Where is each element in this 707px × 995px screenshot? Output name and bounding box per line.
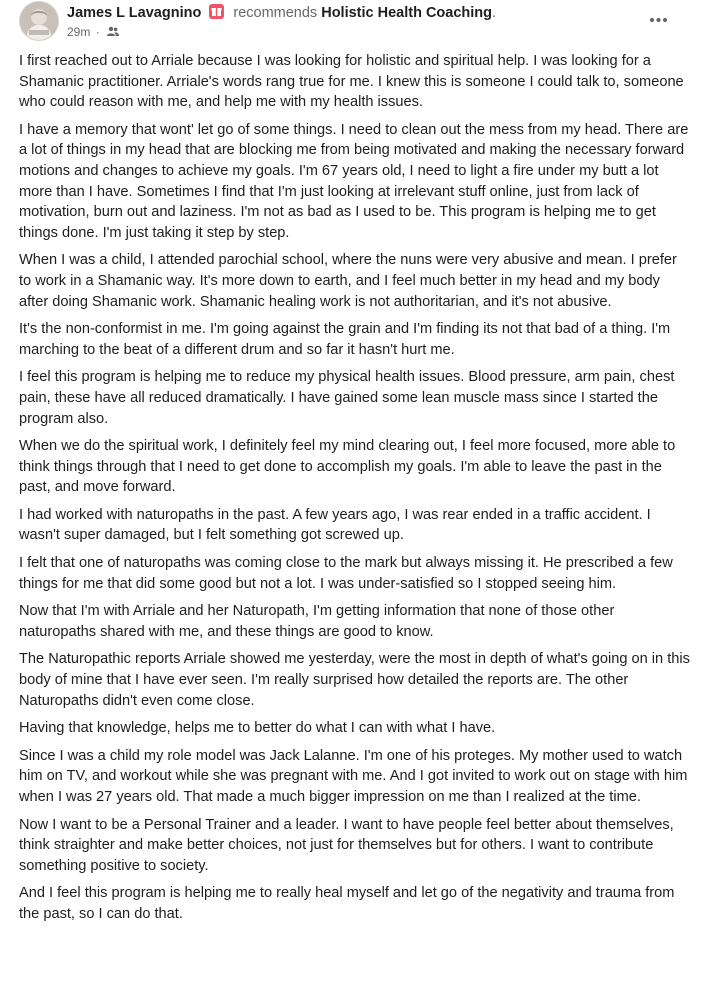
post-paragraph: Since I was a child my role model was Jack Lalanne. I'm one of his proteges. My mother used to watch him on TV, and workout while she was pregnant with me. And I got invited to work out on stage with him when I was 27 years old. That made a much bigger impression on me than I realized at the time.	[19, 747, 688, 805]
post-paragraph: When we do the spiritual work, I definitely feel my mind clearing out, I feel more focused, more able to think things through that I need to get done to accomplish my goals. I'm able to leave the past in the past, and move forward.	[19, 438, 676, 496]
post-paragraph: Now I want to be a Personal Trainer and a leader. I want to have people feel better about themselves, think straighter and make better choices, not just for themselves but for others. I want to contribute something positive to society.	[19, 816, 674, 874]
post-meta	[67, 25, 119, 39]
post-header	[0, 0, 707, 44]
post-paragraph: And I feel this program is helping me to really heal myself and let go of the negativity and trauma from the past, so I can do that.	[19, 885, 675, 922]
post-paragraph: Now that I'm with Arriale and her Naturopath, I'm getting information that none of those other naturopaths shared with me, and these things are good to know.	[19, 603, 615, 640]
post-paragraph: I had worked with naturopaths in the past. A few years ago, I was rear ended in a traffic accident. I wasn't super damaged, but I felt something got screwed up.	[19, 506, 651, 544]
author-name[interactable]: James L Lavagnino	[67, 5, 202, 21]
header-period: .	[492, 5, 497, 21]
more-options-icon	[640, 8, 676, 32]
post-paragraph: It's the non-conformist in me. I'm going against the grain and I'm finding its not that bad of a thing. I'm marching to the beat of a different drum and so far it hasn't hurt me.	[19, 321, 671, 358]
post-paragraph: Having that knowledge, helps me to better do what I can with what I have.	[19, 720, 496, 737]
author-avatar[interactable]	[19, 1, 59, 41]
friends-icon[interactable]	[107, 26, 119, 37]
recommends-text: recommends	[233, 5, 318, 21]
post-body	[19, 51, 691, 932]
post-header-line	[67, 4, 496, 22]
post-paragraph: When I was a child, I attended parochial school, where the nuns were very abusive and mean. I prefer to work in a Shamanic way. It's more down to earth, and I feel much better in my head and my body after doing Shamanic work. Shamanic healing work is not authoritarian, and it's not abusive.	[19, 252, 677, 310]
post-paragraph: The Naturopathic reports Arriale showed me yesterday, were the most in depth of what's going on in this body of mine that I have ever seen. I'm really surprised how detailed the reports are. The other Naturopaths didn't even come close.	[19, 651, 690, 709]
post-paragraph: I feel this program is helping me to reduce my physical health issues. Blood pressure, arm pain, chest pain, these have all reduced dramatically. I have gained some lean muscle mass since I started the program also.	[19, 369, 675, 427]
more-options-button[interactable]	[640, 8, 676, 32]
meta-separator: ·	[95, 25, 100, 39]
recommended-page-link[interactable]: Holistic Health Coaching	[321, 5, 493, 21]
post-paragraph: I first reached out to Arriale because I was looking for holistic and spiritual help. I was looking for a Shamanic practitioner. Arriale's words rang true for me. I knew this is someone I could talk to, someone who could reason with me, and help me with my health issues.	[19, 53, 684, 111]
gift-badge-icon	[209, 4, 224, 19]
post-paragraph: I have a memory that wont' let go of some things. I need to clean out the mess from my head. There are a lot of things in my head that are blocking me from being motivated and making the necessary forward motions and changes to achieve my goals. I'm 67 years old, I need to light a fire under my butt a lot more than I have. Sometimes I find that I'm just looking at irrelevant stuff online, just from lack of motivation, burn out and laziness. I'm not as bad as I used to be. This program is helping me to get things done. I'm just taking it step by step.	[19, 121, 689, 241]
post-paragraph: I felt that one of naturopaths was coming close to the mark but always missing it. He prescribed a few things for me that did some good but not a lot. I was under-satisfied so I stopped seeing him.	[19, 555, 673, 592]
avatar-photo	[20, 2, 58, 40]
post-timestamp[interactable]: 29m	[67, 25, 91, 39]
